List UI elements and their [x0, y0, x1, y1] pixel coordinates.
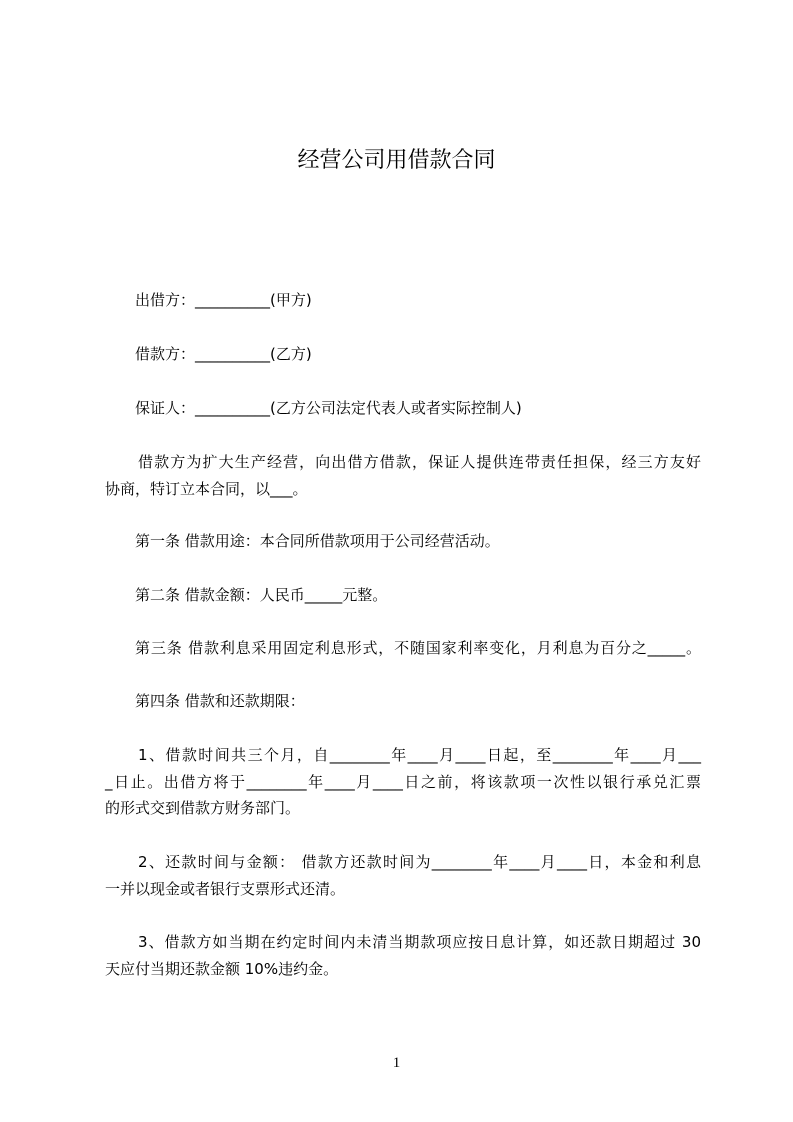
article-2: 第二条 借款金额：人民币_____元整。 [135, 586, 388, 604]
clause-2-line: 一并以现金或者银行支票形式还清。 [105, 880, 346, 898]
clause-1-line: _日止。出借方将于________年____月____日之前，将该款项一次性以银行承兑汇票 [105, 773, 701, 791]
lender-line: 出借方：__________(甲方) [135, 291, 312, 309]
article-1: 第一条 借款用途：本合同所借款项用于公司经营活动。 [135, 532, 500, 550]
clause-3-line: 3、借款方如当期在约定时间内未清当期款项应按日息计算，如还款日期超过 30 [138, 933, 701, 951]
article-3: 第三条 借款利息采用固定利息形式，不随国家利率变化，月利息为百分之_____。 [135, 639, 701, 657]
intro-paragraph-line: 借款方为扩大生产经营，向出借方借款，保证人提供连带责任担保，经三方友好 [138, 453, 701, 471]
article-4: 第四条 借款和还款期限： [135, 692, 305, 710]
intro-paragraph-line: 协商，特订立本合同，以___。 [105, 480, 308, 498]
borrower-line: 借款方：__________(乙方) [135, 345, 312, 363]
guarantor-line: 保证人：__________(乙方公司法定代表人或者实际控制人) [135, 399, 522, 417]
clause-3-line: 天应付当期还款金额 10%违约金。 [105, 960, 339, 978]
clause-2-line: 2、还款时间与金额： 借款方还款时间为________年____月____日，本金和利息 [138, 853, 701, 871]
document-title: 经营公司用借款合同 [297, 148, 496, 173]
clause-1-line: 的形式交到借款方财务部门。 [105, 799, 301, 817]
clause-1-line: 1、借款时间共三个月，自________年____月____日起，至________年____月___ [138, 746, 701, 764]
page-number: 1 [392, 1055, 401, 1071]
